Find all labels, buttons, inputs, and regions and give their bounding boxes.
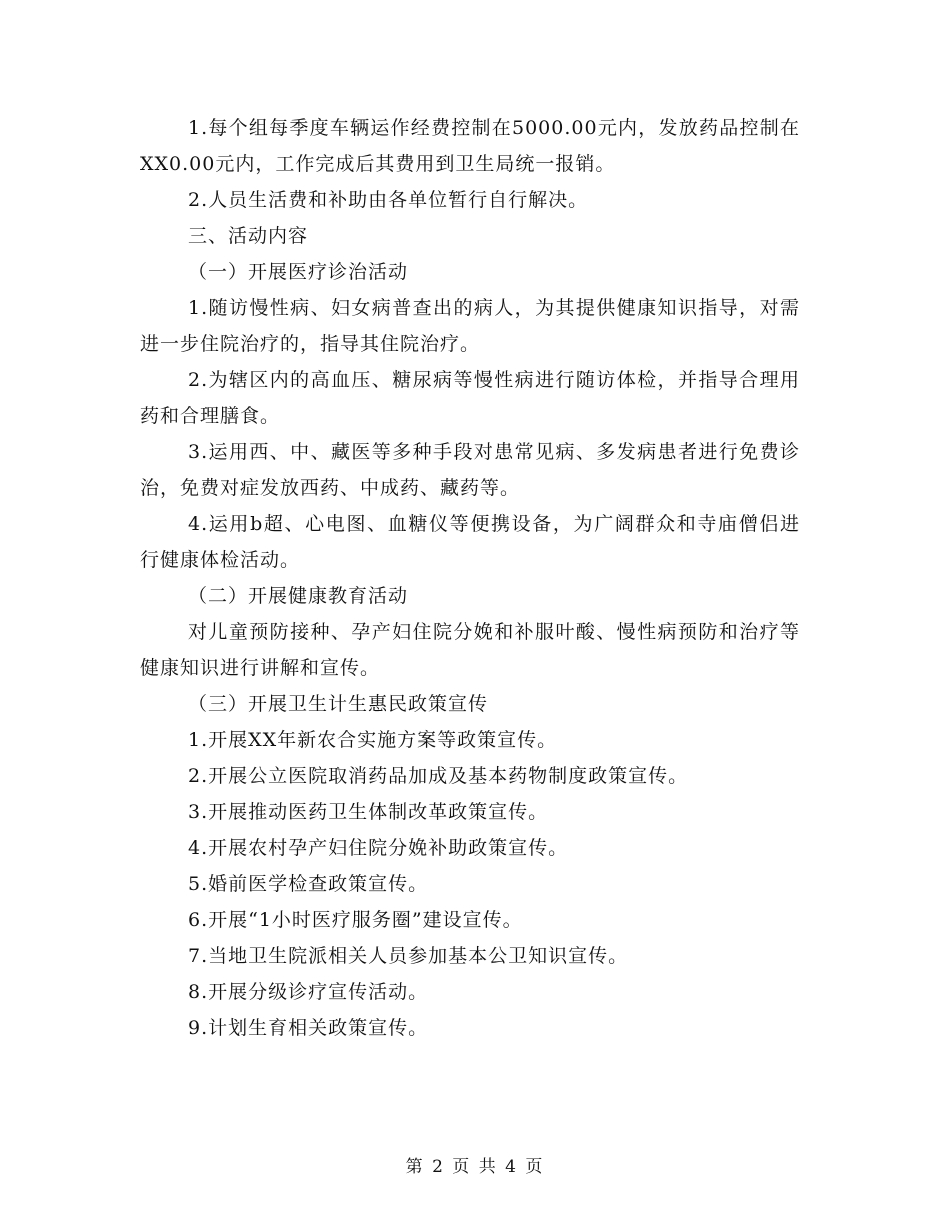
paragraph-policy-1: 1.开展XX年新农合实施方案等政策宣传。 — [188, 729, 558, 751]
paragraph-health-education: 对儿童预防接种、孕产妇住院分娩和补服叶酸、慢性病预防和治疗等健康知识进行讲解和宣传。 — [140, 621, 800, 679]
paragraph-medical-4: 4.运用b超、心电图、血糖仪等便携设备，为广阔群众和寺庙僧侣进行健康体检活动。 — [140, 513, 800, 571]
paragraph-policy-3: 3.开展推动医药卫生体制改革政策宣传。 — [188, 801, 549, 823]
paragraph-policy-2: 2.开展公立医院取消药品加成及基本药物制度政策宣传。 — [188, 765, 689, 787]
paragraph-budget-vehicle: 1.每个组每季度车辆运作经费控制在5000.00元内，发放药品控制在XX0.00元内，工作完成后其费用到卫生局统一报销。 — [140, 117, 800, 175]
subheading-medical: （一）开展医疗诊治活动 — [188, 261, 409, 283]
paragraph-budget-living: 2.人员生活费和补助由各单位暂行自行解决。 — [188, 189, 589, 211]
paragraph-policy-8: 8.开展分级诊疗宣传活动。 — [188, 981, 429, 1003]
paragraph-policy-5: 5.婚前医学检查政策宣传。 — [188, 873, 429, 895]
subheading-policy: （三）开展卫生计生惠民政策宣传 — [188, 693, 489, 715]
document-body — [140, 110, 800, 1046]
paragraph-policy-7: 7.当地卫生院派相关人员参加基本公卫知识宣传。 — [188, 945, 629, 967]
paragraph-medical-2: 2.为辖区内的高血压、糖尿病等慢性病进行随访体检，并指导合理用药和合理膳食。 — [140, 369, 800, 427]
paragraph-medical-3: 3.运用西、中、藏医等多种手段对患常见病、多发病患者进行免费诊治，免费对症发放西药、中成药、藏药等。 — [140, 441, 800, 499]
paragraph-medical-1: 1.随访慢性病、妇女病普查出的病人，为其提供健康知识指导，对需进一步住院治疗的，指导其住院治疗。 — [140, 297, 800, 355]
paragraph-policy-9: 9.计划生育相关政策宣传。 — [188, 1017, 429, 1039]
paragraph-policy-4: 4.开展农村孕产妇住院分娩补助政策宣传。 — [188, 837, 569, 859]
section-heading-activities: 三、活动内容 — [188, 225, 309, 247]
page-number-footer: 第 2 页 共 4 页 — [405, 1157, 545, 1177]
subheading-health-education: （二）开展健康教育活动 — [188, 585, 409, 607]
paragraph-policy-6: 6.开展“1小时医疗服务圈”建设宣传。 — [188, 909, 523, 931]
